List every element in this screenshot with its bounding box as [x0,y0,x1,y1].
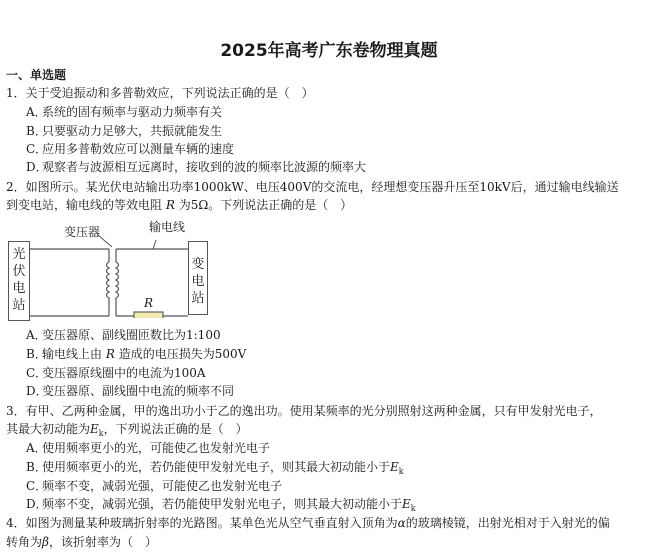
subscript-k: k [98,429,104,438]
option-text: 输电线上由 [42,347,106,361]
question-text: 有甲、乙两种金属，甲的逸出功小于乙的逸出功。使用某频率的光分别照射这两种金属，只有甲发射光电子， [25,404,602,418]
option-text: 变压器原线圈中的电流为100A [42,366,206,380]
variable-e: E [402,497,411,511]
subscript-k: k [410,504,416,513]
question-4-stem-line2 [6,535,157,549]
substation-box: 变 电 站 [188,241,208,315]
question-3-option-d [26,497,416,516]
question-text: 其最大初动能为 [6,422,91,436]
variable-e: E [90,422,99,436]
option-label: B． [26,124,47,138]
variable-beta: β [42,535,49,549]
resistor-label: R [144,296,154,310]
variable-r: R [105,347,115,361]
subscript-k: k [398,467,404,476]
question-number: 2． [6,180,26,194]
option-text: 变压器原、副线圈中电流的频率不同 [42,384,235,398]
question-text: 转角为 [6,535,43,549]
question-text: ，该折射率为（ ） [48,535,157,549]
transmission-line-label: 输电线 [149,220,186,234]
option-text: 只要驱动力足够大，共振就能发生 [42,124,223,138]
question-3-stem-line1 [6,404,602,418]
option-label: D． [26,497,48,511]
option-text: 系统的固有频率与驱动力频率有关 [42,105,223,119]
option-text: 造成的电压损失为500V [114,347,247,361]
question-2-stem-line1 [6,180,619,194]
question-2-stem-line2 [6,198,352,212]
question-3-option-c [26,479,282,493]
question-number: 1． [6,86,26,100]
option-label: C． [26,142,48,156]
question-3-option-a [26,441,270,455]
transformer-label: 变压器 [64,225,101,239]
option-label: D． [26,384,48,398]
question-3-stem-line2 [6,422,248,441]
question-2-option-a [26,328,221,342]
option-label: A． [26,328,47,342]
question-1-option-b [26,124,222,138]
option-label: B． [26,347,47,361]
question-number: 4． [6,516,26,530]
question-text: 的玻璃棱镜，出射光相对于入射光的偏 [405,516,610,530]
question-3-option-b [26,460,404,479]
question-2-option-d [26,384,234,398]
question-text: ，下列说法正确的是（ ） [103,422,248,436]
question-1-option-d [26,160,366,174]
question-1-option-c [26,142,234,156]
option-text: 观察者与波源相互远离时，接收到的波的频率比波源的频率大 [42,160,367,174]
question-2-option-b [26,347,246,361]
variable-alpha: α [397,516,406,530]
variable-r: R [165,198,175,212]
option-text: 使用频率更小的光，若仍能使甲发射光电子，则其最大初动能小于 [42,460,391,474]
option-label: A． [26,105,47,119]
question-4-stem-line1 [6,516,610,530]
option-text: 变压器原、副线圈匝数比为1:100 [42,328,221,342]
question-text: 关于受迫振动和多普勒效应，下列说法正确的是（ ） [25,86,314,100]
option-label: C． [26,479,48,493]
option-label: A． [26,441,47,455]
option-label: B． [26,460,47,474]
section-heading: 一、单选题 [6,68,67,82]
question-text: 到变电站，输电线的等效电阻 [6,198,166,212]
variable-e: E [390,460,399,474]
question-text: 如图为测量某种玻璃折射率的光路图。某单色光从空气垂直射入顶角为 [25,516,398,530]
question-text: 如图所示。某光伏电站输出功率1000kW、电压400V的交流电，经理想变压器升压至10kV后，通过输电线输送 [25,180,619,194]
option-text: 频率不变，减弱光强，可能使乙也发射光电子 [42,479,283,493]
pv-station-box: 光 伏 电 站 [8,241,30,321]
option-label: D． [26,160,48,174]
option-text: 使用频率更小的光，可能使乙也发射光电子 [42,441,271,455]
option-label: C． [26,366,48,380]
question-2-option-c [26,366,206,380]
question-number: 3． [6,404,26,418]
question-text: 为5Ω。下列说法正确的是（ ） [174,198,353,212]
option-text: 频率不变，减弱光强，若仍能使甲发射光电子，则其最大初动能小于 [42,497,403,511]
question-1-option-a [26,105,222,119]
page-title: 2025年高考广东卷物理真题 [220,41,438,61]
circuit-diagram [6,218,216,318]
option-text: 应用多普勒效应可以测量车辆的速度 [42,142,235,156]
question-1-stem [6,86,314,100]
